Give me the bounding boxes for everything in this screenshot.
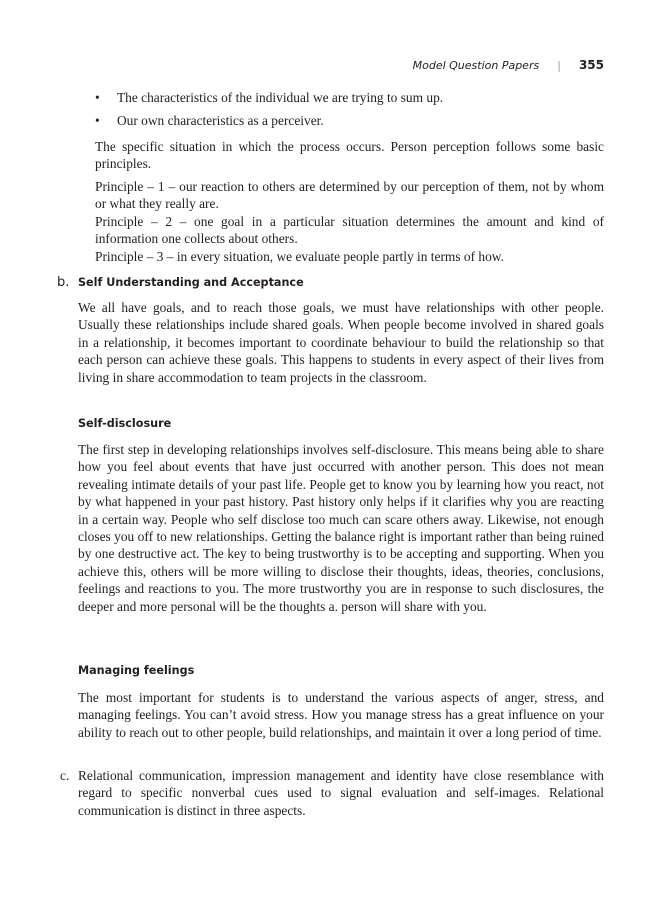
self-disclosure-heading: Self-disclosure xyxy=(78,417,172,430)
bullet-item xyxy=(95,112,615,129)
principle-1: Principle – 1 – our reaction to others are determined by our perception of them, not by whom or what they really are. xyxy=(95,179,604,212)
page-number: 355 xyxy=(578,58,604,72)
self-disclosure-paragraph: The first step in developing relationships involves self-disclosure. This means being able to share how you feel about events that have just occurred with another person. This does not mean revealing intimate details of your past life. People get to know you by learning how you react, not by what happened in your past history. Past history only helps if it clarifies why you are reacting in a certain way. People who self disclose too much can scare others away. Likewise, not enough closes you off to new relationships. Getting the balance right is important rather than being ruined by one destructive act. The key to being trustworthy is to be accepting and supporting. When you achieve this, others will be more willing to disclose their thoughts, ideas, theories, conclusions, feelings and reactions to you. The more trustworthy you are in response to such disclosures, the deeper and more personal will be the thoughts a. person will share with you. xyxy=(78,442,604,614)
bullet-text: The characteristics of the individual we are trying to sum up. xyxy=(117,90,444,105)
bullet-text: Our own characteristics as a perceiver. xyxy=(117,113,324,128)
bullet-dot: • xyxy=(95,113,100,128)
section-c-paragraph: Relational communication, impression management and identity have close resemblance with regard to specific nonverbal cues used to signal evaluation and self-images. Relational communication is distinct in three aspects. xyxy=(78,768,604,818)
principle-3: Principle – 3 – in every situation, we evaluate people partly in terms of how. xyxy=(95,249,504,264)
running-header xyxy=(413,58,604,72)
section-b-paragraph: We all have goals, and to reach those goals, we must have relationships with other people. Usually these relationships include shared goals. When people become involved in shared goals in a relationship, it becomes important to coordinate behaviour to build the relationship so that each person can achieve these goals. This happens to students in every aspect of their lives from living in share accommodation to team projects in the classroom. xyxy=(78,300,604,385)
section-c-marker: c. xyxy=(60,768,70,783)
header-separator: | xyxy=(557,59,561,72)
managing-feelings-paragraph: The most important for students is to understand the various aspects of anger, stress, and managing feelings. You can’t avoid stress. How you manage stress has a great influence on your ability to reach out to other people, build relationships, and maintain it over a long period of time. xyxy=(78,690,604,740)
section-b-marker: b. xyxy=(57,275,70,290)
perception-intro-paragraph: The specific situation in which the process occurs. Person perception follows some basic principles. xyxy=(95,139,604,172)
book-title: Model Question Papers xyxy=(412,59,540,72)
section-b-heading: Self Understanding and Acceptance xyxy=(78,276,304,289)
managing-feelings-heading: Managing feelings xyxy=(78,664,195,677)
bullet-item xyxy=(95,89,615,106)
principle-2: Principle – 2 – one goal in a particular situation determines the amount and kind of information one collects about others. xyxy=(95,214,604,247)
bullet-dot: • xyxy=(95,90,100,105)
